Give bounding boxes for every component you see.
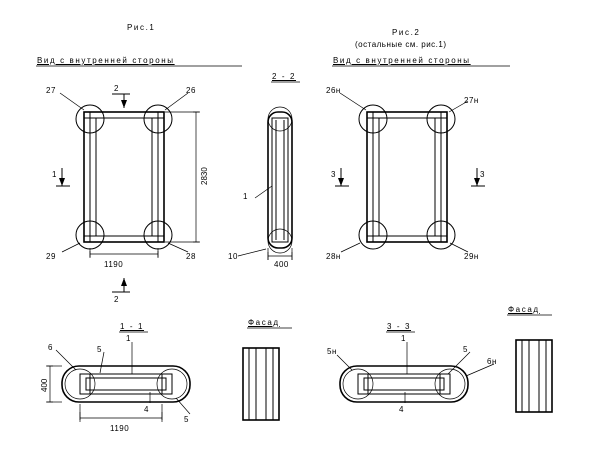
mark-4-sec11: 4 <box>144 405 149 414</box>
mark-1-sec11: 1 <box>126 334 131 343</box>
dim-400-sec22: 400 <box>274 260 289 269</box>
title-fig2: Рис.2 <box>392 28 421 37</box>
right-elevation-drawing <box>335 93 485 252</box>
leader-1-sec22: 1 <box>243 192 248 201</box>
mark-28n: 28н <box>326 252 341 261</box>
section-label-1-1: 1 - 1 <box>120 322 145 331</box>
section-3-3-drawing <box>337 342 494 403</box>
mark-27: 27 <box>46 86 56 95</box>
mark-6n-sec33: 6н <box>487 357 497 366</box>
note-fig2: (остальные см. рис.1) <box>355 40 447 49</box>
mark-5b-sec11: 5 <box>184 415 189 424</box>
mark-1-sec33: 1 <box>401 334 406 343</box>
view-label-right: Вид с внутренней стороны <box>333 56 471 65</box>
mark-26n: 26н <box>326 86 341 95</box>
mark-27n: 27н <box>464 96 479 105</box>
mark-5n-sec33: 5н <box>327 347 337 356</box>
mark-4-sec33: 4 <box>399 405 404 414</box>
facade-label-right: Фасад <box>508 305 540 314</box>
section-label-2-2: 2 - 2 <box>272 72 297 81</box>
mark-26: 26 <box>186 86 196 95</box>
view-label-left: Вид с внутренней стороны <box>37 56 175 65</box>
mark-6-sec11: 6 <box>48 343 53 352</box>
section-label-3-3: 3 - 3 <box>387 322 412 331</box>
section-mark-2-bottom: 2 <box>114 295 119 304</box>
facade-right-drawing <box>516 340 552 412</box>
dim-10-sec22: 10 <box>228 252 238 261</box>
mark-29n: 29н <box>464 252 479 261</box>
dim-height-2830: 2830 <box>200 167 209 185</box>
left-elevation-drawing <box>56 93 200 292</box>
mark-29: 29 <box>46 252 56 261</box>
mark-28: 28 <box>186 252 196 261</box>
dim-1190-sec11: 1190 <box>110 424 130 433</box>
section-mark-2-top: 2 <box>114 84 119 93</box>
section-2-2-drawing <box>238 107 292 260</box>
section-mark-1-left: 1 <box>52 170 57 179</box>
section-mark-3-left: 3 <box>331 170 336 179</box>
facade-left-drawing <box>243 348 279 420</box>
dim-width-1190-left: 1190 <box>104 260 124 269</box>
mark-5-sec33: 5 <box>463 345 468 354</box>
mark-5-sec11: 5 <box>97 345 102 354</box>
section-mark-3-right: 3 <box>480 170 485 179</box>
section-1-1-drawing <box>46 342 190 422</box>
title-fig1: Рис.1 <box>127 23 156 32</box>
dim-400-sec11: 400 <box>40 378 49 392</box>
facade-label-left: Фасад <box>248 318 280 327</box>
